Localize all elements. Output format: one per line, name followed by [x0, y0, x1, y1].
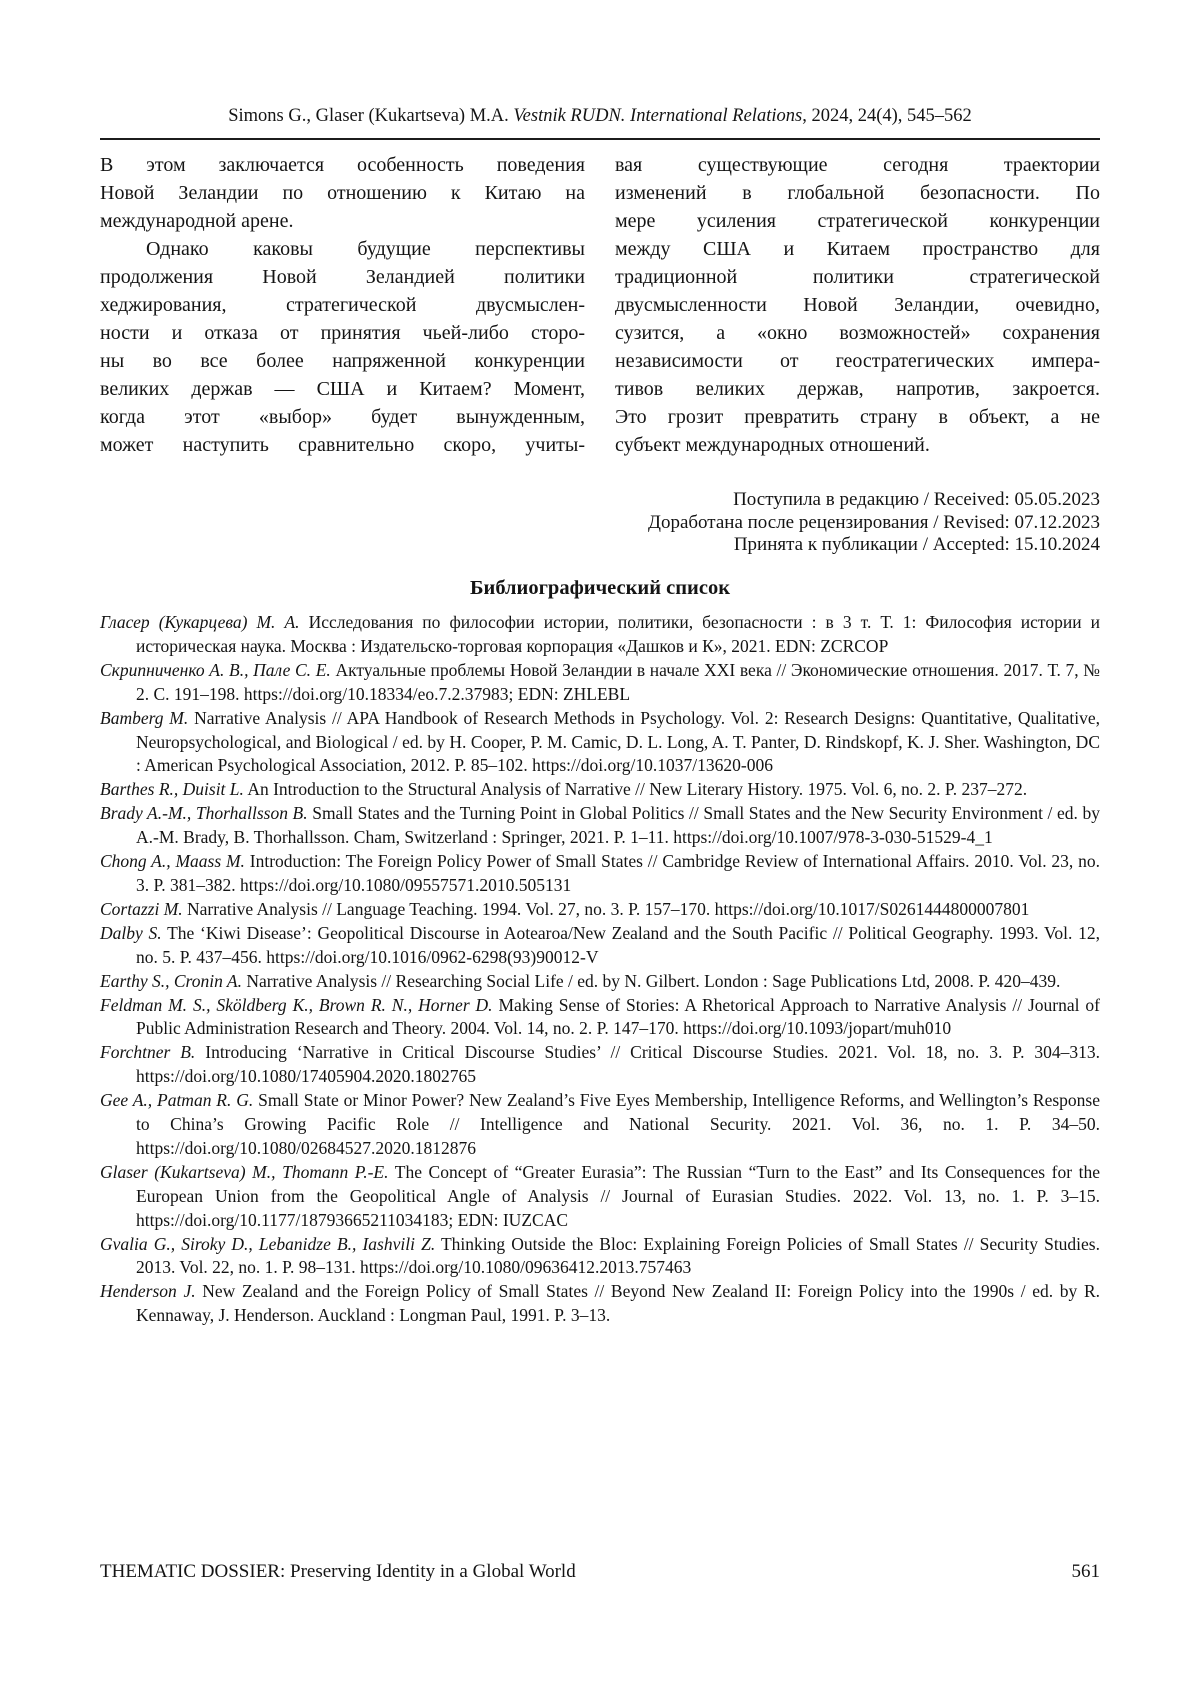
body-text-line: Новой Зеландии по отношению к Китаю на [100, 182, 585, 204]
bibliography-entry-text: Making Sense of Stories: A Rhetorical Approach to Narrative Analysis // Journal of Public Administration Research and Theory. 2004. Vol. 14, no. 2. P. 147–170. https://doi.org/10.1093/jopart/muh010 [136, 994, 1100, 1039]
body-text-line: международной арене. [100, 210, 294, 232]
bibliography-entry-text: Thinking Outside the Bloc: Explaining Foreign Policies of Small States // Security Studies. 2013. Vol. 22, no. 1. P. 98–131. https://doi.org/10.1080/09636412.2013.757463 [136, 1233, 1100, 1278]
body-text-line: изменений в глобальной безопасности. По [615, 182, 1100, 204]
body-text-line: мере усиления стратегической конкуренции [615, 210, 1100, 232]
submission-date-line: Принята к публикации / Accepted: 15.10.2024 [733, 534, 1100, 555]
submission-date-line: Доработана после рецензирования / Revised: 07.12.2023 [648, 511, 1100, 533]
bibliography-entry [100, 850, 1100, 898]
bibliography-entry [100, 707, 1100, 779]
bibliography-entry [100, 611, 1100, 659]
bibliography-entry-text: Introducing ‘Narrative in Critical Discourse Studies’ // Critical Discourse Studies. 2021. Vol. 18, no. 3. P. 304–313. https://doi.org/10.1080/17405904.2020.1802765 [136, 1042, 1100, 1087]
bibliography-list [100, 611, 1100, 1328]
bibliography-entry [100, 1089, 1100, 1161]
submission-dates [100, 489, 1100, 557]
footer-thematic-dossier: THEMATIC DOSSIER: Preserving Identity in a Global World [100, 1561, 576, 1582]
body-text-line: ности и отказа от принятия чьей-либо сторо- [100, 322, 585, 344]
bibliography-entry [100, 994, 1100, 1042]
bibliography-entry-text: Narrative Analysis // Researching Social Life / ed. by N. Gilbert. London : Sage Publications Ltd, 2008. P. 420–439. [241, 970, 1061, 991]
bibliography-entry [100, 970, 1100, 994]
bibliography-entry-text: Introduction: The Foreign Policy Power of Small States // Cambridge Review of International Affairs. 2010. Vol. 23, no. 3. P. 381–382. https://doi.org/10.1080/09557571.2010.505131 [136, 851, 1100, 895]
bibliography-entry [100, 922, 1100, 970]
bibliography-entry-authors: Forchtner B. [100, 1042, 196, 1063]
bibliography-entry-authors: Cortazzi M. [100, 898, 183, 919]
bibliography-entry-authors: Henderson J. [100, 1281, 196, 1302]
bibliography-entry-text: Narrative Analysis // Language Teaching. 1994. Vol. 27, no. 3. P. 157–170. https://doi.org/10.1017/S0261444800007801 [182, 898, 1030, 919]
bibliography-entry-authors: Brady A.-M., Thorhallsson B. [100, 803, 308, 824]
running-header [100, 106, 1100, 127]
body-text-line: хеджирования, стратегической двусмыслен- [100, 294, 585, 316]
running-header-journal-title: Vestnik RUDN. International Relations [513, 106, 803, 126]
bibliography-entry [100, 898, 1100, 922]
body-text-line: Это грозит превратить страну в объект, а не [615, 406, 1100, 428]
bibliography-entry-authors: Скрипниченко А. В., Пале С. Е. [100, 659, 331, 680]
bibliography-entry-authors: Earthy S., Cronin A. [100, 970, 242, 991]
submission-date-line: Поступила в редакцию / Received: 05.05.2023 [733, 489, 1100, 510]
body-text-line: двусмысленности Новой Зеландии, очевидно, [615, 294, 1100, 316]
bibliography-entry-text: Small State or Minor Power? New Zealand’s Five Eyes Membership, Intelligence Reforms, and Wellington’s Response to China’s Growing Pacific Role // Intelligence and National Security. 2021. Vol. 36, no. 1. P. 34–50. https://doi.org/10.1080/02684527.2020.1812876 [136, 1090, 1100, 1158]
running-header-authors: Simons G., Glaser (Kukartseva) M.A. [228, 106, 514, 126]
bibliography-entry [100, 1161, 1100, 1233]
body-text-line: независимости от геостратегических импера- [615, 350, 1100, 372]
body-column-right [615, 151, 1100, 459]
article-body [100, 151, 1100, 459]
body-text-line: тивов великих держав, напротив, закроется. [615, 378, 1100, 400]
bibliography-entry-authors: Feldman M. S., Sköldberg K., Brown R. N., Horner D. [100, 994, 493, 1015]
bibliography-entry-text: An Introduction to the Structural Analysis of Narrative // New Literary History. 1975. Vol. 6, no. 2. P. 237–272. [243, 779, 1028, 800]
bibliography-entry-authors: Bamberg M. [100, 707, 189, 728]
body-text-line: сузится, а «окно возможностей» сохранения [615, 322, 1100, 344]
running-header-citation: , 2024, 24(4), 545–562 [802, 106, 972, 126]
bibliography-entry-text: New Zealand and the Foreign Policy of Small States // Beyond New Zealand II: Foreign Policy into the 1990s / ed. by R. Kennaway, J. Henderson. Auckland : Longman Paul, 1991. P. 3–13. [136, 1281, 1100, 1326]
body-text-line: В этом заключается особенность поведения [100, 154, 585, 176]
body-text-line: традиционной политики стратегической [615, 266, 1100, 288]
bibliography-entry-text: Актуальные проблемы Новой Зеландии в начале XXI века // Экономические отношения. 2017. Т. 7, № 2. С. 191–198. https://doi.org/10.18334/eo.7.2.37983; EDN: ZHLEBL [136, 659, 1100, 704]
bibliography-entry-authors: Dalby S. [100, 922, 162, 943]
body-text-line: субъект международных отношений. [615, 434, 930, 456]
bibliography-entry-authors: Гласер (Кукарцева) М. А. [100, 612, 300, 632]
body-text-line: вая существующие сегодня траектории [615, 154, 1100, 176]
bibliography-entry [100, 778, 1100, 802]
bibliography-entry-text: Narrative Analysis // APA Handbook of Research Methods in Psychology. Vol. 2: Research Designs: Quantitative, Qualitative, Neuropsychological, and Biological / ed. by H. Cooper, P. M. Camic, D. L. Long, A. T. Panter, D. Rindskopf, K. J. Sher. Washington, DC : American Psychological Association, 2012. P. 85–102. https://doi.org/10.1037/13620-006 [136, 707, 1100, 776]
bibliography-entry [100, 1041, 1100, 1089]
bibliography-entry [100, 1280, 1100, 1328]
body-text-line: продолжения Новой Зеландией политики [100, 266, 585, 288]
bibliography-entry [100, 1233, 1100, 1281]
bibliography-entry-authors: Chong A., Maass M. [100, 851, 245, 872]
bibliography-entry-authors: Gvalia G., Siroky D., Lebanidze B., Iashvili Z. [100, 1233, 436, 1254]
body-text-line: великих держав — США и Китаем? Момент, [100, 378, 585, 400]
bibliography-entry-text: Small States and the Turning Point in Global Politics // Small States and the New Security Environment / ed. by A.-M. Brady, B. Thorhallsson. Cham, Switzerland : Springer, 2021. P. 1–11. https://doi.org/10.1007/978-3-030-51529-4_1 [136, 803, 1101, 848]
bibliography-heading: Библиографический список [469, 577, 731, 599]
bibliography-entry-text: Исследования по философии истории, политики, безопасности : в 3 т. Т. 1: Философия истории и историческая наука. Москва : Издательско-торговая корпорация «Дашков и К», 2021. EDN: ZCRCOP [136, 612, 1100, 656]
header-rule [100, 138, 1100, 140]
bibliography-entry-authors: Glaser (Kukartseva) M., Thomann P.-E. [100, 1161, 389, 1182]
bibliography-entry-authors: Gee A., Patman R. G. [100, 1090, 254, 1111]
bibliography-entry [100, 802, 1100, 850]
body-text-line: когда этот «выбор» будет вынужденным, [100, 406, 585, 428]
page-number: 561 [1071, 1561, 1100, 1582]
bibliography-entry [100, 659, 1100, 707]
bibliography-entry-text: The ‘Kiwi Disease’: Geopolitical Discourse in Aotearoa/New Zealand and the South Pacific // Political Geography. 1993. Vol. 12, no. 5. P. 437–456. https://doi.org/10.1016/0962-6298(93)90012-V [136, 922, 1100, 967]
body-text-line: может наступить сравнительно скоро, учиты- [100, 434, 585, 456]
page-footer [100, 1561, 1100, 1583]
bibliography-entry-text: The Concept of “Greater Eurasia”: The Russian “Turn to the East” and Its Consequences for the European Union from the Geopolitical Angle of Analysis // Journal of Eurasian Studies. 2022. Vol. 13, no. 1. P. 3–15. https://doi.org/10.1177/18793665211034183; EDN: IUZCAC [136, 1161, 1101, 1230]
body-text-line: Однако каковы будущие перспективы [146, 238, 585, 260]
body-column-left [100, 151, 585, 459]
body-text-line: между США и Китаем пространство для [615, 238, 1100, 260]
body-text-line: ны во все более напряженной конкуренции [100, 350, 585, 372]
bibliography-entry-authors: Barthes R., Duisit L. [100, 779, 244, 800]
